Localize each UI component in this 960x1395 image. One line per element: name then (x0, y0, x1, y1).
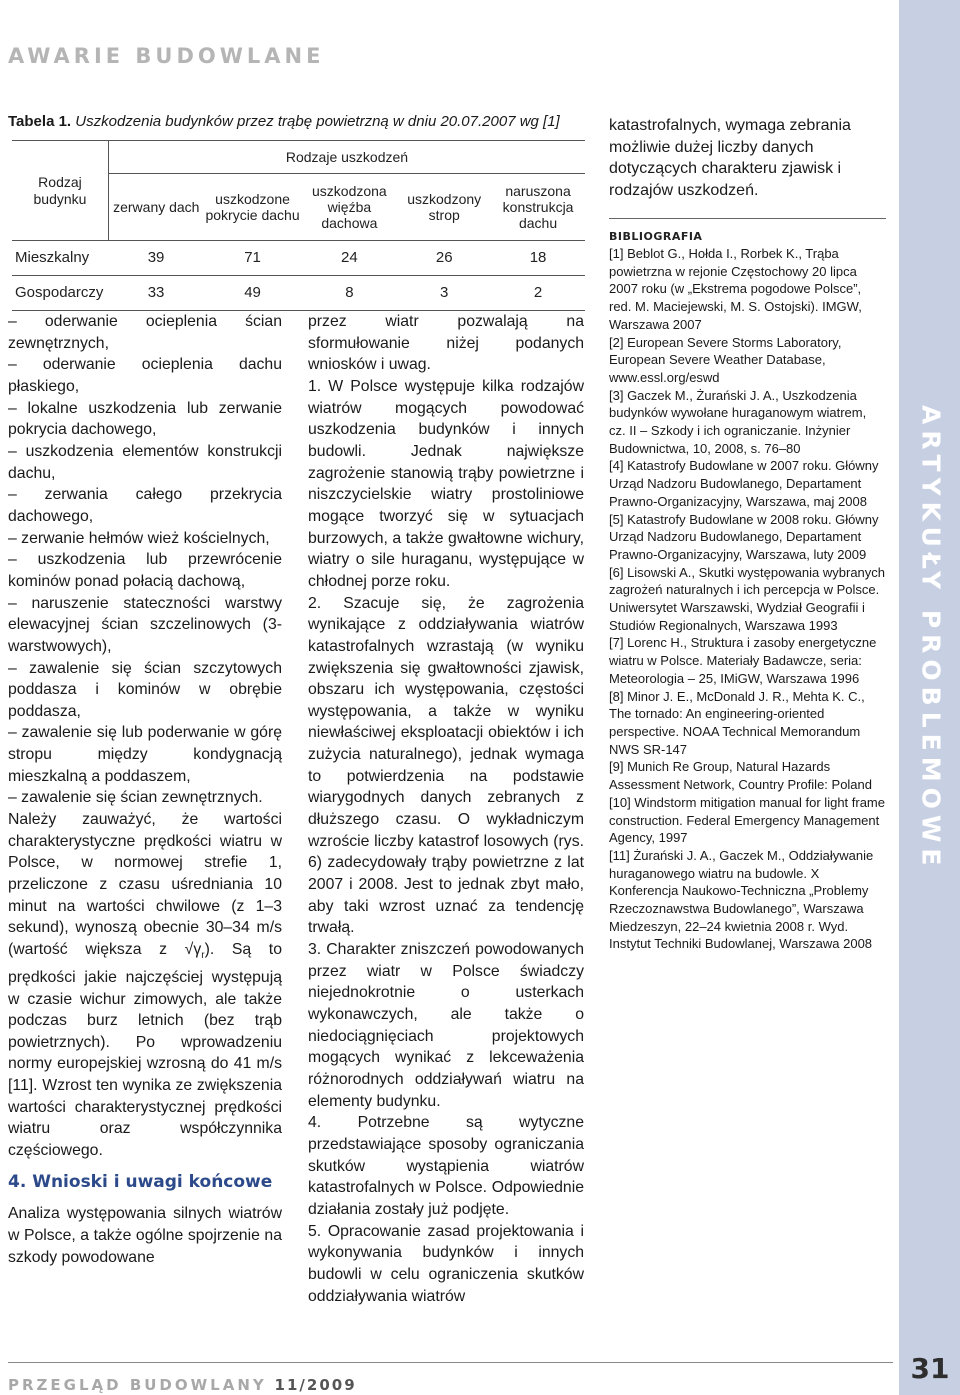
list-item: – zawalenie się lub poderwanie w górę stropu między kondygnacją mieszkalną a poddaszem, (8, 724, 282, 785)
list-item: – zawalenie się ścian zewnętrznych. (8, 789, 263, 807)
paragraph: 4. Potrzebne są wytyczne przedstawiające sposoby ograniczania skutków wystąpienia wiatrów katastrofalnych w Polsce. Odpowiednie działania zostały już podjęte. (308, 1114, 584, 1218)
table-row (12, 276, 585, 311)
table-caption (8, 113, 593, 130)
table-cell: 26 (397, 241, 491, 276)
bibliography-item: [1] Beblot G., Hołda I., Rorbek K., Trąba powietrzna w rejonie Częstochowy 20 lipca 2007 roku (w „Ekstrema pogodowe Polsce”, red. M. Maciejewski, M. S. Ostojski). IMGW, Warszawa 2007 (609, 246, 862, 332)
table-cell: 71 (204, 241, 302, 276)
table-cell: 39 (108, 241, 203, 276)
bibliography-item: [4] Katastrofy Budowlane w 2007 roku. Główny Urząd Nadzoru Budowlanego, Departament Prawno-Organizacyjny, Warszawa, maj 2008 (609, 458, 879, 509)
list-item: – naruszenie stateczności warstwy elewacyjnej ścian szczelinowych (3-warstwowych), (8, 594, 282, 655)
bibliography-item: [10] Windstorm mitigation manual for light frame construction. Federal Emergency Management Agency, 1997 (609, 794, 885, 846)
table-cell: 33 (108, 276, 203, 311)
table-row (12, 241, 585, 276)
bibliography-item: [6] Lisowski A., Skutki występowania wybranych zagrożeń naturalnych i ich percepcja w Polsce. Uniwersytet Warszawski, Wydział Geografii i Studiów Regionalnych, Warszawa 1993 (609, 564, 886, 633)
table-cell: 3 (397, 276, 491, 311)
table-group-header: Rodzaje uszkodzeń (108, 141, 585, 174)
bibliography-item: [11] Żurański J. A., Gaczek M., Oddziaływanie huraganowego wiatru na budowle. X Konferencja Naukowo-Techniczna „Problemy Rzeczoznawstwa Budowlanego”, Warszawa Miedzeszyn, 22–24 kwietnia 2008 r. Wyd. Instytut Techniki Budowlanej, Warszawa 2008 (609, 847, 874, 952)
list-item: – uszkodzenia elementów konstrukcji dachu, (8, 442, 282, 482)
bibliography-divider (609, 218, 886, 219)
paragraph: 5. Opracowanie zasad projektowania i wykonywania budynków i innych budowli w celu ograniczenia skutków oddziaływania wiatrów (308, 1222, 584, 1305)
bibliography-item: [8] Minor J. E., McDonald J. R., Mehta K. C., The tornado: An engineering-oriented perspective. NOAA Technical Memorandum NWS SR-147 (609, 688, 865, 757)
table-cell: 2 (491, 276, 585, 311)
text-column-3 (609, 115, 886, 201)
damage-table (12, 140, 585, 311)
footer-divider (8, 1362, 893, 1363)
paragraph: katastrofalnych, wymaga zebrania możliwie dużej liczby danych dotyczących charakteru zjawisk i rodzajów uszkodzeń. (609, 117, 851, 199)
bibliography-title: BIBLIOGRAFIA (609, 230, 703, 243)
list-item: – zerwania całego przekrycia dachowego, (8, 486, 282, 525)
publication-name: PRZEGLĄD BUDOWLANY (8, 1376, 267, 1394)
paragraph: 2. Szacuje się, że zagrożenia wynikające z oddziaływania wiatrów katastrofalnych wzrastają (w wyniku zwiększenia się gwałtowności zjawisk, obszaru ich występowania, częstości występowania, a także w wyniku niewłaściwej eksploatacji obiektów i ich zużycia naturalnego), jednak wymaga to potwierdzenia na podstawie wiarygodnych danych zebranych z dłuższego czasu. O wykładniczym wzroście liczby katastrof losowych (rys. 6) zadecydowały trąby powietrzne z lat 2007 i 2008. Jest to jednak zbyt mało, aby taki wzrost uznać za tendencję trwałą. (308, 594, 584, 937)
page-number: 31 (910, 1352, 950, 1385)
bibliography-item: [7] Lorenc H., Struktura i zasoby energetyczne wiatru w Polsce. Materiały Badawcze, seria: Meteorologia – 25, IMiGW, Warszawa 1996 (609, 635, 877, 686)
text-column-2 (308, 311, 584, 1307)
list-item: – uszkodzenia lub przewrócenie kominów ponad połacią dachową, (8, 551, 282, 590)
list-item: – oderwanie ocieplenia dachu płaskiego, (8, 356, 282, 395)
issue-number: 11/2009 (274, 1376, 357, 1394)
table-cell: 24 (301, 241, 397, 276)
footer (8, 1376, 357, 1394)
paragraph: 3. Charakter zniszczeń powodowanych przez wiatr w Polsce świadczy niejednokrotnie o usterkach wykonawczych, ale także o niedociągnięciach projektowych mogących wynikać z lekceważenia różnorodnych oddziaływań wiatru na elementy budynku. (308, 941, 584, 1110)
section-heading: 4. Wnioski i uwagi końcowe (8, 1171, 273, 1192)
table-column-header: naruszona konstrukcja dachu (491, 174, 585, 241)
table-column-header: uszkodzony strop (397, 174, 491, 241)
table-column-header: uszkodzone pokrycie dachu (204, 174, 302, 241)
list-item: – lokalne uszkodzenia lub zerwanie pokrycia dachowego, (8, 399, 282, 439)
table-cell: 8 (301, 276, 397, 311)
wind-speed-paragraph: Należy zauważyć, że wartości charakterystyczne prędkości wiatru w Polsce, w normowej strefie 1, przeliczone z czasu uśredniania 10 minut na wartości chwilowe (z 1–3 sekund), wynoszą obecnie 30–34 m/s (wartość większa z $√\gamma_r$). Są to prędkości jakie najczęściej występują w czasie wichur zimowych, ale także podczas burz letnich (bez trąb powietrznych). Po wprowadzeniu normy europejskiej wzrosną do 41 m/s [11]. Wzrost ten wynika ze zwiększenia wartości charakterystycznej prędkości wiatru oraz współczynnika częściowego. (8, 811, 282, 1160)
list-item: – zawalenie się ścian szczytowych poddasza i kominów w obrębie poddasza, (8, 659, 282, 720)
paragraph: Analiza występowania silnych wiatrów w Polsce, a także ogólne spojrzenie na szkody powodowane (8, 1205, 282, 1266)
bibliography-item: [5] Katastrofy Budowlane w 2008 roku. Główny Urząd Nadzoru Budowlanego, Departament Prawno-Organizacyjny, Warszawa, luty 2009 (609, 511, 879, 562)
table-caption-label: Tabela 1. (8, 113, 72, 130)
bibliography-item: [3] Gaczek M., Żurański J. A., Uszkodzenia budynków wywołane huraganowym wiatrem, cz. II – Szkody i ich ograniczanie. Inżynier Budownictwa, 10, 2008, s. 76–80 (609, 387, 867, 456)
bibliography-item: [2] European Severe Storms Laboratory, European Severe Weather Database, www.essl.org/eswd (609, 334, 842, 385)
table-column-header: uszkodzona więźba dachowa (301, 174, 397, 241)
bibliography-list (609, 245, 886, 953)
list-item: – oderwanie ocieplenia ścian zewnętrznych, (8, 313, 282, 352)
table-row-label: Mieszkalny (12, 241, 108, 276)
table-row-label: Gospodarczy (12, 276, 108, 311)
table-caption-text: Uszkodzenia budynków przez trąbę powietrzną w dniu 20.07.2007 wg [1] (75, 113, 560, 130)
text-column-1 (8, 311, 282, 1268)
side-tab-label: ARTYKUŁY PROBLEMOWE (916, 404, 946, 872)
table-cell: 18 (491, 241, 585, 276)
table-row-header: Rodzaj budynku (12, 141, 108, 241)
list-item: – zerwanie hełmów wież kościelnych, (8, 529, 270, 547)
table-cell: 49 (204, 276, 302, 311)
paragraph: 1. W Polsce występuje kilka rodzajów wiatrów mogących powodować uszkodzenia budynków i innych budowli. Jednak największe zagrożenie stanowią trąby powietrzne i niszczycielskie wiatry prostoliniowe mogące tworzyć się w sytuacjach burzowych, a także gwałtowne wichury, wiatry o sile huraganu, występujące w chłodnej porze roku. (308, 377, 584, 590)
section-title: AWARIE BUDOWLANE (8, 44, 325, 68)
bibliography-item: [9] Munich Re Group, Natural Hazards Assessment Network, Country Profile: Poland (609, 759, 872, 793)
table-column-header: zerwany dach (108, 174, 203, 241)
paragraph: przez wiatr pozwalają na sformułowanie niżej podanych wniosków i uwag. (308, 313, 584, 374)
